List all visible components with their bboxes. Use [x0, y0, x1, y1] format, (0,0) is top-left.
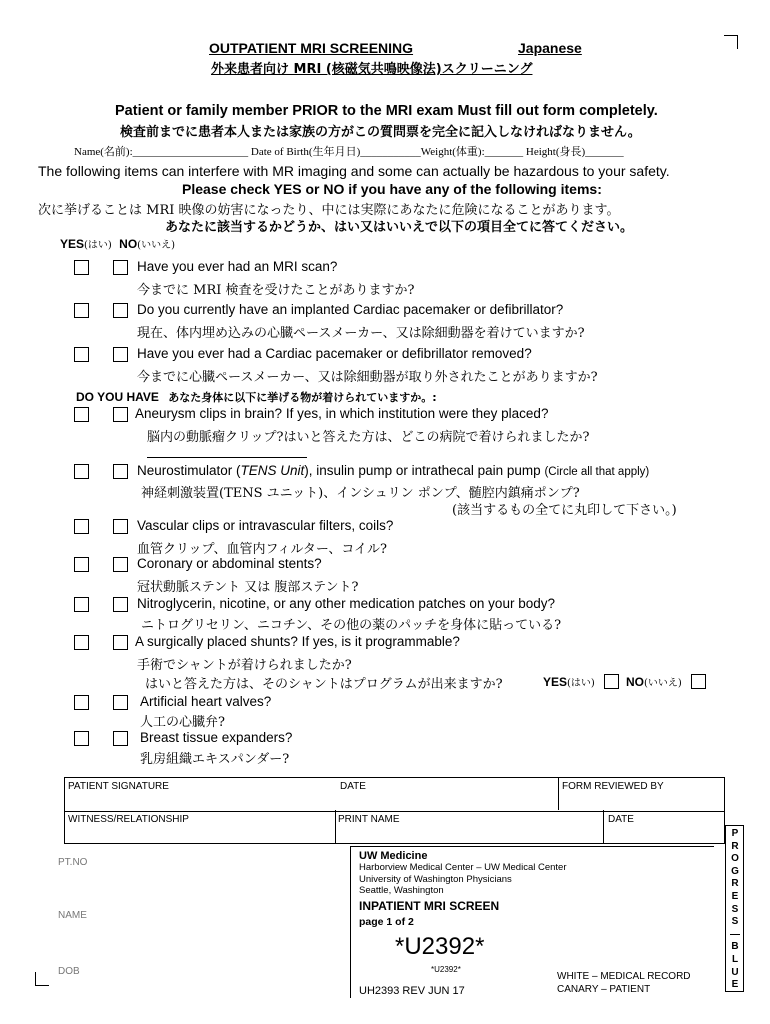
- instruction-text-jp: 検査前までに患者本人または家族の方がこの質問票を完全に記入しなければなりません。: [120, 125, 641, 140]
- corner-mark-top-right: [724, 35, 738, 49]
- breast-expanders-yes-checkbox[interactable]: [74, 731, 89, 746]
- question-mri-scan: Have you ever had an MRI scan?: [137, 259, 338, 274]
- question-heart-valves: Artificial heart valves?: [140, 694, 272, 709]
- check-instruction: Please check YES or NO if you have any of the following items:: [182, 181, 602, 197]
- neurostimulator-yes-checkbox[interactable]: [74, 464, 89, 479]
- question-pacemaker-removed-jp: 今までに心臓ペースメーカー、又は除細動器が取り外されたことがありますか?: [137, 370, 598, 385]
- neuro-text-c: ), insulin pump or intrathecal pain pump: [304, 463, 545, 478]
- shunt-programmable-yes-checkbox[interactable]: [604, 674, 619, 689]
- shunt-programmable-options: [543, 674, 595, 689]
- question-breast-expanders: Breast tissue expanders?: [140, 730, 293, 745]
- form-title-jp: 外来患者向け MRI (核磁気共鳴映像法)スクリーニング: [211, 62, 533, 77]
- date-label-2: DATE: [608, 814, 634, 825]
- question-heart-valves-jp: 人工の心臓弁?: [140, 715, 225, 730]
- dob-label: DOB: [58, 966, 80, 977]
- yes-no-header: [60, 236, 175, 251]
- mri-scan-no-checkbox[interactable]: [113, 260, 128, 275]
- footer-vertical-rule: [350, 846, 351, 998]
- no-label: NO: [119, 237, 138, 251]
- patches-yes-checkbox[interactable]: [74, 597, 89, 612]
- stents-no-checkbox[interactable]: [113, 557, 128, 572]
- shunt-programmable-no: [626, 674, 682, 689]
- shunt-programmable-no-checkbox[interactable]: [691, 674, 706, 689]
- progress-blue-label: P R O G R E S S — B L U E: [730, 828, 740, 991]
- question-stents: Coronary or abdominal stents?: [137, 556, 322, 571]
- question-mri-scan-jp: 今までに MRI 検査を受けたことがありますか?: [137, 283, 415, 298]
- check-instruction-jp: あなたに該当するかどうか、はい又はいいえで以下の項目全てに答てください。: [165, 220, 634, 235]
- corner-mark-bottom-left: [35, 972, 49, 986]
- instruction-text: Patient or family member PRIOR to the MRI exam Must fill out form completely.: [115, 103, 658, 119]
- form-title: OUTPATIENT MRI SCREENING: [209, 40, 414, 56]
- aneurysm-yes-checkbox[interactable]: [74, 407, 89, 422]
- inpatient-form-title: INPATIENT MRI SCREEN: [359, 899, 500, 913]
- question-shunt-jp: 手術でシャントが着けられましたか?: [137, 658, 352, 673]
- patches-no-checkbox[interactable]: [113, 597, 128, 612]
- name-label: NAME: [58, 910, 87, 921]
- warning-text: The following items can interfere with MR imaging and some can actually be hazardous to your safety.: [38, 163, 670, 179]
- do-you-have-label-jp: あなた身体に以下に挙げる物が着けられていますか。:: [168, 391, 437, 404]
- do-you-have-heading: [76, 389, 437, 405]
- aneurysm-no-checkbox[interactable]: [113, 407, 128, 422]
- question-neurostimulator: [137, 463, 649, 478]
- vascular-clips-yes-checkbox[interactable]: [74, 519, 89, 534]
- copy-canary-label: CANARY – PATIENT: [557, 984, 651, 995]
- question-patches: Nitroglycerin, nicotine, or any other medication patches on your body?: [137, 596, 555, 611]
- neurostimulator-no-checkbox[interactable]: [113, 464, 128, 479]
- question-stents-jp: 冠状動脈ステント 又は 腹部ステント?: [137, 580, 359, 595]
- breast-expanders-no-checkbox[interactable]: [113, 731, 128, 746]
- form-reviewed-label: FORM REVIEWED BY: [562, 781, 664, 792]
- aneurysm-institution-line[interactable]: [147, 457, 307, 458]
- language-label: Japanese: [518, 40, 582, 56]
- mri-scan-yes-checkbox[interactable]: [74, 260, 89, 275]
- org-name: UW Medicine: [359, 850, 428, 862]
- question-aneurysm-clips: Aneurysm clips in brain? If yes, in which institution were they placed?: [135, 406, 549, 421]
- pt-no-label: PT.NO: [58, 857, 88, 868]
- page-number: page 1 of 2: [359, 916, 414, 928]
- question-shunt: A surgically placed shunts? If yes, is it programmable?: [135, 634, 460, 649]
- footer-top-rule: [350, 846, 714, 847]
- warning-text-jp: 次に挙げることは MRI 映像の妨害になったり、中には実際にあなたに危険になることがあります。: [38, 203, 620, 218]
- org-line-1: Harborview Medical Center – UW Medical Center: [359, 862, 567, 873]
- shunt-yes-label-jp: (はい): [567, 678, 595, 689]
- neuro-text-a: Neurostimulator (: [137, 463, 241, 478]
- stents-yes-checkbox[interactable]: [74, 557, 89, 572]
- yes-label: YES: [60, 237, 85, 251]
- question-pacemaker-removed: Have you ever had a Cardiac pacemaker or defibrillator removed?: [137, 346, 532, 361]
- question-pacemaker-jp: 現在、体内埋め込みの心臓ペースメーカー、又は除細動器を着けていますか?: [137, 326, 585, 341]
- org-line-2: University of Washington Physicians: [359, 874, 512, 885]
- shunt-no-label: NO: [626, 675, 644, 689]
- neuro-text-tens: TENS Unit: [240, 463, 305, 478]
- question-pacemaker: Do you currently have an implanted Cardiac pacemaker or defibrillator?: [137, 302, 564, 317]
- question-shunt-programmable-jp: はいと答えた方は、そのシャントはプログラムが出来ますか?: [145, 677, 503, 692]
- question-neurostimulator-jp: 神経刺激装置(TENS ユニット)、インシュリン ポンプ、髄腔内鎮痛ポンプ?: [141, 486, 580, 501]
- question-breast-expanders-jp: 乳房組織エキスパンダー?: [140, 752, 290, 767]
- barcode-small: *U2392*: [431, 965, 461, 974]
- signature-divider-2: [335, 810, 336, 843]
- heart-valves-no-checkbox[interactable]: [113, 695, 128, 710]
- circle-all-jp: (該当するもの全てに丸印して下さい。): [452, 503, 677, 518]
- pacemaker-yes-checkbox[interactable]: [74, 303, 89, 318]
- pacemaker-removed-no-checkbox[interactable]: [113, 347, 128, 362]
- question-aneurysm-clips-jp: 脳内の動脈瘤クリップ?はいと答えた方は、どこの病院で着けられましたか?: [147, 430, 590, 445]
- question-patches-jp: ニトログリセリン、ニコチン、その他の薬のパッチを身体に貼っている?: [141, 618, 562, 633]
- revision-label: UH2393 REV JUN 17: [359, 985, 465, 997]
- no-label-jp: (いいえ): [137, 240, 175, 251]
- do-you-have-label: DO YOU HAVE: [76, 390, 159, 404]
- witness-label: WITNESS/RELATIONSHIP: [68, 814, 189, 825]
- heart-valves-yes-checkbox[interactable]: [74, 695, 89, 710]
- question-vascular-clips-jp: 血管クリップ、血管内フィルター、コイル?: [137, 542, 387, 557]
- barcode-text: *U2392*: [395, 933, 485, 960]
- date-label: DATE: [340, 781, 366, 792]
- shunt-yes-label: YES: [543, 675, 568, 689]
- signature-divider-3: [603, 810, 604, 843]
- signature-divider-1: [558, 777, 559, 810]
- shunt-no-checkbox[interactable]: [113, 635, 128, 650]
- pacemaker-no-checkbox[interactable]: [113, 303, 128, 318]
- question-vascular-clips: Vascular clips or intravascular filters, coils?: [137, 518, 394, 533]
- patient-signature-field[interactable]: [66, 794, 336, 808]
- shunt-no-label-jp: (いいえ): [644, 678, 682, 689]
- yes-label-jp: (はい): [84, 240, 112, 251]
- pacemaker-removed-yes-checkbox[interactable]: [74, 347, 89, 362]
- org-line-3: Seattle, Washington: [359, 885, 444, 896]
- print-name-label: PRINT NAME: [338, 814, 400, 825]
- shunt-yes-checkbox[interactable]: [74, 635, 89, 650]
- copy-white-label: WHITE – MEDICAL RECORD: [557, 971, 691, 982]
- patient-info-fields: Name(名前):_____________________ Date of Birth(生年月日)___________Weight(体重):_______ Height(身長)_______: [74, 146, 624, 158]
- neuro-text-circle: (Circle all that apply): [544, 466, 650, 478]
- patient-signature-label: PATIENT SIGNATURE: [68, 781, 169, 792]
- vascular-clips-no-checkbox[interactable]: [113, 519, 128, 534]
